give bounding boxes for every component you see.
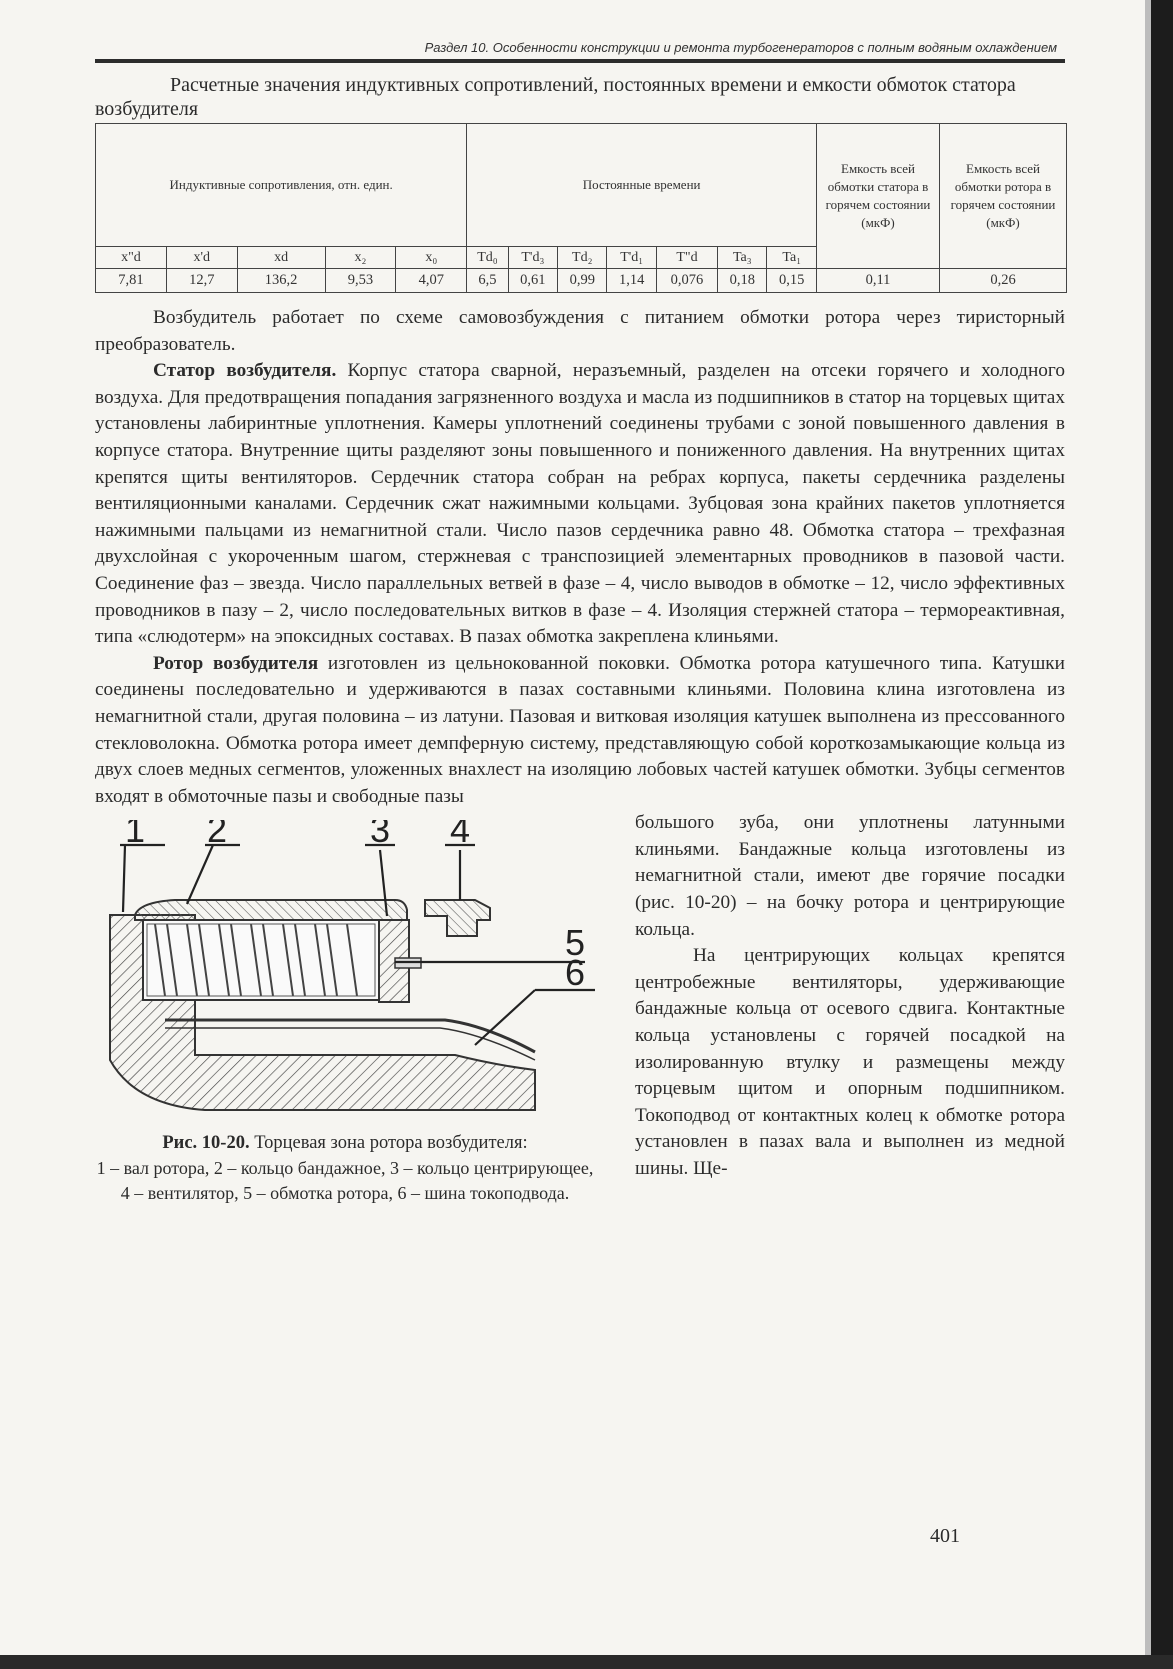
- table-cell: Td₂: [558, 247, 607, 269]
- table-cell: T"d: [656, 247, 717, 269]
- paragraph: Возбудитель работает по схеме самовозбуждения с питанием обмотки ротора через тиристорный преобразователь.: [95, 307, 1065, 355]
- table-cell: 0,99: [558, 269, 607, 293]
- table-cell: 9,53: [325, 269, 396, 293]
- table-cell: 0,076: [656, 269, 717, 293]
- table-cell: 0,11: [817, 269, 940, 293]
- label-5: 5: [565, 922, 586, 964]
- table-cell: Ta₃: [718, 247, 767, 269]
- table-cell: x₀: [396, 247, 467, 269]
- label-4: 4: [450, 820, 471, 851]
- table-cell: 6,5: [467, 269, 508, 293]
- table-cell: 1,14: [607, 269, 656, 293]
- scan-bottom-border: [0, 1655, 1173, 1669]
- header-stator-capacitance: Емкость всей обмотки статора в горячем состоянии (мкФ): [817, 124, 940, 269]
- paragraph: На центрирующих кольцах крепятся центробежные вентиляторы, удерживающие бандажные кольца от осевого сдвига. Контактные кольца установлены с горячей посадкой на изолированную втулку и размещены между торцевым щитом и опорным подшипником. Токоподвод от контактных колец к обмотке ротора установлен в пазах вала и выполнен из медной шины. Ще-: [635, 945, 1065, 1179]
- header-time-constants: Постоянные времени: [467, 124, 817, 247]
- table-caption: Расчетные значения индуктивных сопротивлений, постоянных времени и емкости обмоток статора возбудителя: [95, 74, 1016, 120]
- table-value-row: [96, 269, 1067, 293]
- parameters-table: [95, 123, 1067, 293]
- rotor-end-zone-drawing: [95, 820, 595, 1120]
- paragraph: большого зуба, они уплотнены латунными клиньями. Бандажные кольца изготовлены из немагнитной стали, имеют две горячие посадки (рис. 10-20) – на бочку ротора и центрирующие кольца.: [635, 812, 1065, 940]
- document-page: [95, 40, 1065, 1310]
- label-1: 1: [125, 820, 146, 851]
- table-cell: x"d: [96, 247, 167, 269]
- table-cell: 136,2: [237, 269, 325, 293]
- figure: [95, 820, 595, 1206]
- table-cell: 12,7: [166, 269, 237, 293]
- table-cell: T'd₁: [607, 247, 656, 269]
- label-3: 3: [370, 820, 391, 851]
- paragraph: Ротор возбудителя изготовлен из цельнокованной поковки. Обмотка ротора катушечного типа. Катушки соединены последовательно и удерживаются в пазах составными клиньями. Половина клина изготовлена из немагнитной стали, другая половина – из латуни. Пазовая и витковая изоляция катушек выполнена из прессованного стекловолокна. Обмотка ротора имеет демпферную систему, представляющую собой короткозамыкающие кольца из двух слоев медных сегментов, уложенных внахлест на изоляцию лобовых частей катушек обмотки. Зубцы сегментов входят в обмоточные пазы и свободные пазы: [95, 652, 1065, 807]
- header-rule: [95, 59, 1065, 63]
- table-cell: 7,81: [96, 269, 167, 293]
- table-cell: T'd₃: [508, 247, 557, 269]
- figure-legend: 1 – вал ротора, 2 – кольцо бандажное, 3 – кольцо центрирующее, 4 – вентилятор, 5 – обмотка ротора, 6 – шина токоподвода.: [96, 1158, 594, 1204]
- header-rotor-capacitance: Емкость всей обмотки ротора в горячем состоянии (мкФ): [940, 124, 1067, 269]
- label-6: 6: [565, 952, 586, 994]
- table-cell: Td₀: [467, 247, 508, 269]
- running-header: Раздел 10. Особенности конструкции и ремонта турбогенераторов с полным водяным охлаждением: [424, 40, 1057, 55]
- table-cell: 4,07: [396, 269, 467, 293]
- table-cell: xd: [237, 247, 325, 269]
- figure-caption: Рис. 10-20. Торцевая зона ротора возбудителя:: [162, 1133, 528, 1154]
- header-inductive: Индуктивные сопротивления, отн. един.: [96, 124, 467, 247]
- body-text: [95, 305, 1065, 810]
- section-heading: Ротор возбудителя: [153, 652, 319, 674]
- side-column-text: [635, 810, 1065, 1182]
- table-cell: x₂: [325, 247, 396, 269]
- table-cell: 0,15: [767, 269, 817, 293]
- figure-section: [95, 810, 1065, 1310]
- table-cell: 0,61: [508, 269, 557, 293]
- table-cell: x'd: [166, 247, 237, 269]
- table-cell: 0,18: [718, 269, 767, 293]
- page-number: 401: [930, 1525, 960, 1547]
- scan-border: [1151, 0, 1173, 1669]
- table-cell: 0,26: [940, 269, 1067, 293]
- label-2: 2: [207, 820, 228, 851]
- table-header-row: [96, 124, 1067, 247]
- section-heading: Статор возбудителя.: [153, 360, 337, 382]
- paragraph: Статор возбудителя. Корпус статора сварной, неразъемный, разделен на отсеки горячего и холодного воздуха. Для предотвращения попадания загрязненного воздуха и масла из подшипников в статор на торцевых щитах установлены лабиринтные уплотнения. Камеры уплотнений соединены трубами с зоной повышенного давления в корпусе статора. Внутренние щиты разделяют зоны повышенного и пониженного давления. На внутренних щитах крепятся щиты вентиляторов. Сердечник статора собран на ребрах корпуса, пакеты сердечника разделены вентиляционными каналами. Сердечник сжат нажимными кольцами. Зубцовая зона крайних пакетов уплотняется нажимными пальцами из немагнитной стали. Число пазов сердечника равно 48. Обмотка статора – трехфазная двухслойная с укороченным шагом, стержневая с транспозицией элементарных проводников в пазовой части. Соединение фаз – звезда. Число параллельных ветвей в фазе – 4, число выводов в обмотке – 12, число эффективных проводников в пазу – 2, число последовательных витков в фазе – 4. Изоляция стержней статора – термореактивная, типа «слюдотерм» на эпоксидных составах. В пазах обмотка закреплена клиньями.: [95, 360, 1065, 648]
- table-cell: Ta₁: [767, 247, 817, 269]
